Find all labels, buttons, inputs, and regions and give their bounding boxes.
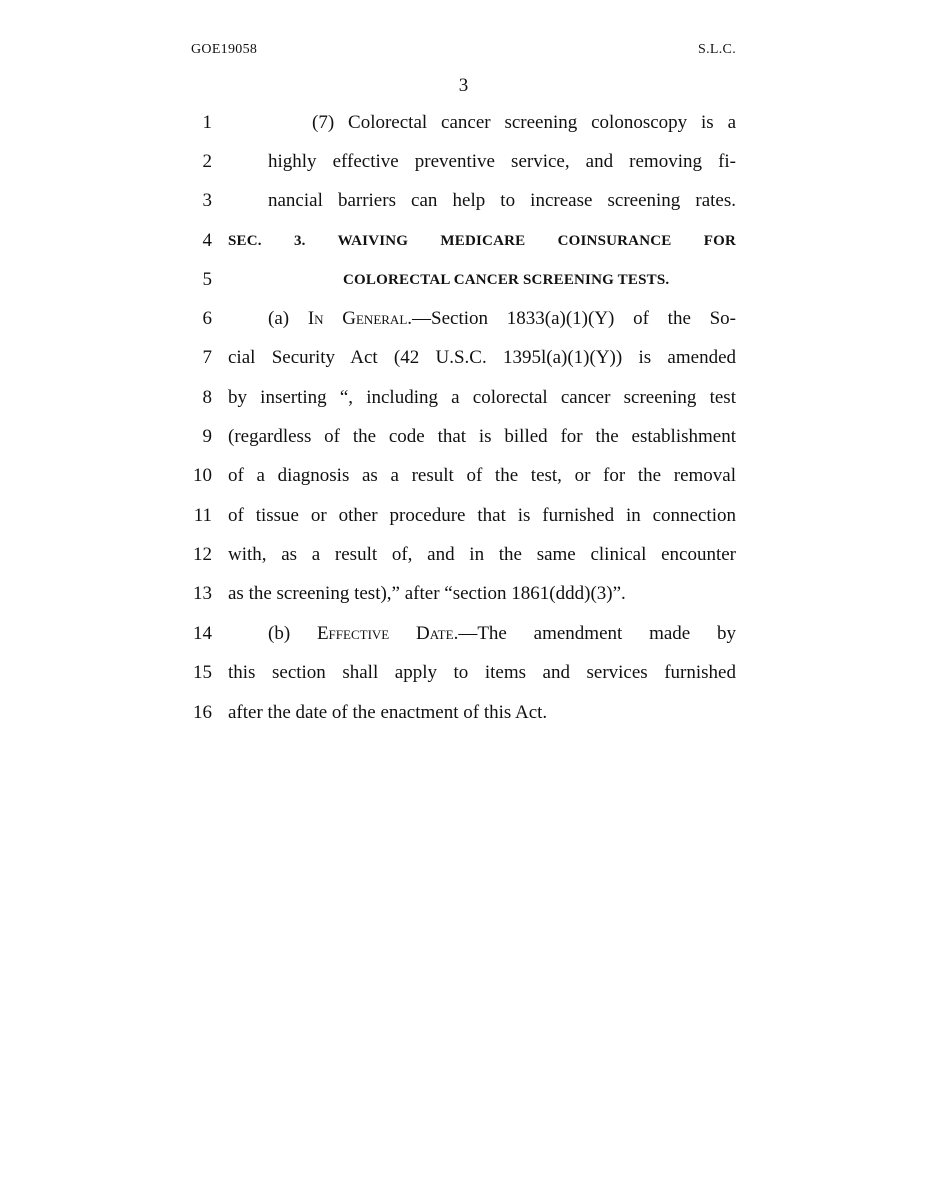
line-number: 11 xyxy=(193,505,212,526)
text-line-2 xyxy=(0,147,927,177)
subsection-label: (b) xyxy=(268,623,317,644)
text-line-11 xyxy=(0,501,927,531)
section-heading: SEC. 3. WAIVING MEDICARE COINSURANCE FOR xyxy=(228,233,736,249)
line-number: 4 xyxy=(202,230,212,251)
text-line-15 xyxy=(0,658,927,688)
subsection-heading: Effective Date xyxy=(316,623,454,644)
line-text: highly effective preventive service, and removing fi- xyxy=(268,151,736,172)
line-text: by inserting “, including a colorectal cancer screening test xyxy=(228,387,736,408)
section-heading: COLORECTAL CANCER SCREENING TESTS. xyxy=(343,272,670,288)
line-number: 7 xyxy=(202,347,212,368)
line-number: 16 xyxy=(193,702,212,723)
text-line-6 xyxy=(0,304,927,334)
subsection-heading: In General xyxy=(307,308,408,329)
section-heading-line-1 xyxy=(0,226,927,256)
line-number: 14 xyxy=(193,623,212,644)
text-line-13 xyxy=(0,579,927,609)
line-number: 3 xyxy=(202,190,212,211)
line-number: 15 xyxy=(193,662,212,683)
line-text: of a diagnosis as a result of the test, or for the removal xyxy=(228,465,736,486)
line-text: as the screening test),” after “section 1861(ddd)(3)”. xyxy=(228,583,626,604)
text-line-1 xyxy=(0,108,927,138)
page-number: 3 xyxy=(458,75,469,96)
line-text xyxy=(268,304,736,334)
line-number: 6 xyxy=(202,308,212,329)
text-line-8 xyxy=(0,383,927,413)
line-number: 13 xyxy=(193,583,212,604)
slc-label: S.L.C. xyxy=(698,42,736,57)
section-heading-line-2 xyxy=(0,265,927,295)
line-number: 12 xyxy=(193,544,212,565)
document-id: GOE19058 xyxy=(191,42,258,57)
text-line-16 xyxy=(0,698,927,728)
text-line-3 xyxy=(0,186,927,216)
line-number: 9 xyxy=(202,426,212,447)
line-number: 1 xyxy=(202,112,212,133)
line-text: with, as a result of, and in the same clinical encounter xyxy=(228,544,736,565)
text-line-10 xyxy=(0,461,927,491)
line-text: after the date of the enactment of this Act. xyxy=(228,702,548,723)
line-text: (7) Colorectal cancer screening colonoscopy is a xyxy=(312,112,736,133)
line-text: (regardless of the code that is billed for the establishment xyxy=(228,426,736,447)
line-text xyxy=(268,619,736,649)
line-text: nancial barriers can help to increase screening rates. xyxy=(268,190,736,211)
line-number: 2 xyxy=(202,151,212,172)
line-number: 8 xyxy=(202,387,212,408)
line-text: this section shall apply to items and services furnished xyxy=(228,662,736,683)
line-number: 10 xyxy=(193,465,212,486)
subsection-text: .—Section 1833(a)(1)(Y) of the So- xyxy=(407,308,736,329)
text-line-7 xyxy=(0,343,927,373)
subsection-label: (a) xyxy=(268,308,308,329)
text-line-12 xyxy=(0,540,927,570)
subsection-text: .—The amendment made by xyxy=(453,623,737,644)
text-line-9 xyxy=(0,422,927,452)
line-number: 5 xyxy=(202,269,212,290)
line-text: cial Security Act (42 U.S.C. 1395l(a)(1)(Y)) is amended xyxy=(228,347,736,368)
text-line-14 xyxy=(0,619,927,649)
line-text: of tissue or other procedure that is furnished in connection xyxy=(228,505,736,526)
